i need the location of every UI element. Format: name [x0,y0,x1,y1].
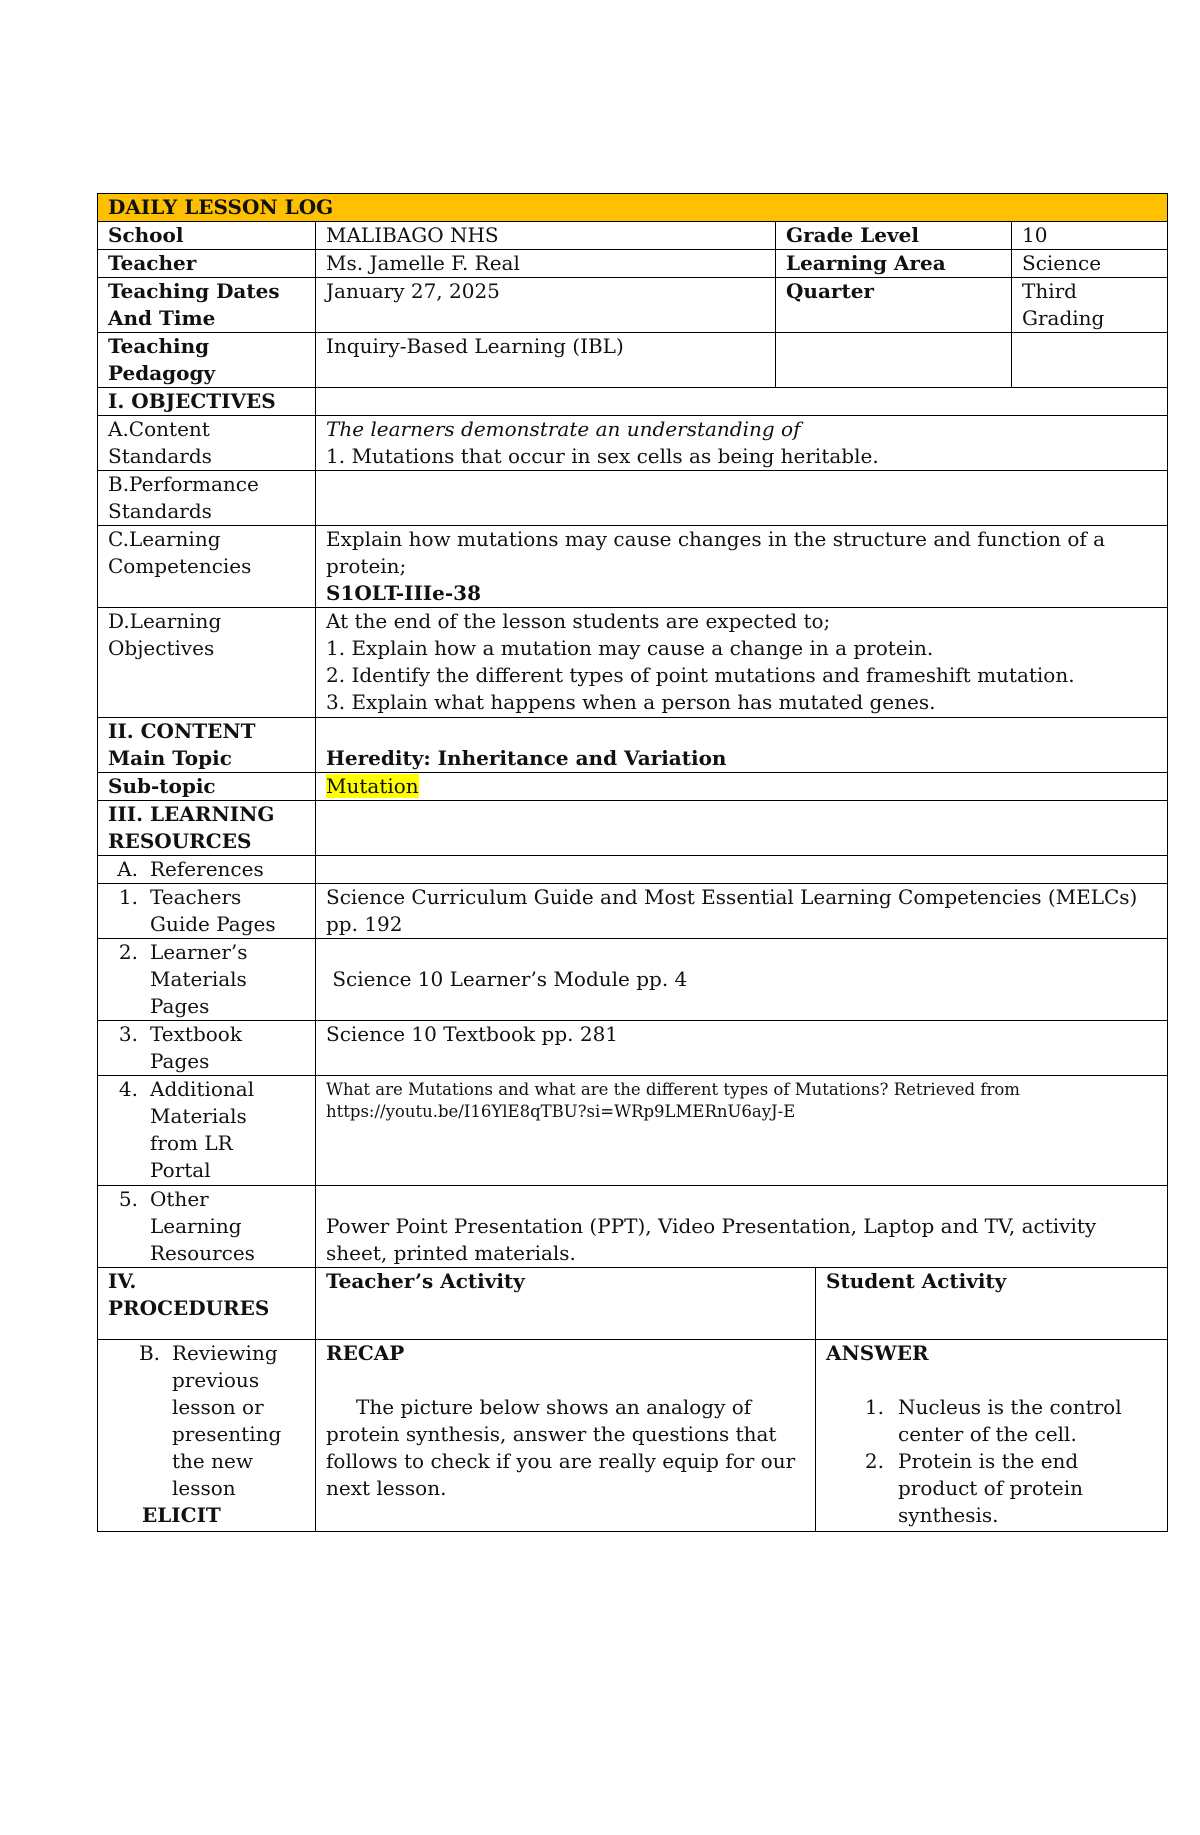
learning-area-value: Science [1012,250,1168,278]
main-topic-label: Main Topic [108,746,232,770]
grade-level-value: 10 [1012,222,1168,250]
resource-label-line: Additional [150,1077,255,1101]
learning-competencies-value [316,526,1168,608]
learning-competencies-code: S1OLT-IIIe-38 [326,581,482,605]
learning-competencies-label-line-1: C.Learning [108,527,221,551]
resource-label-textbook [98,1021,316,1076]
resource-label-line: Pages [150,1049,210,1073]
content-standards-item: 1. Mutations that occur in sex cells as being heritable. [326,444,879,468]
resource-label-other [98,1186,316,1268]
resource-label-learners-materials [98,939,316,1021]
student-activity-cell [816,1339,1168,1531]
procedure-step-number: B. [138,1340,160,1365]
objectives-heading: I. OBJECTIVES [98,388,316,416]
student-answer-number: 1. [864,1394,884,1419]
resource-number: 5. [118,1187,138,1211]
procedure-step-line: lesson or [172,1394,264,1419]
daily-lesson-log [97,193,1167,1532]
learning-objectives-label-line-2: Objectives [108,636,215,660]
resource-value-learners-materials: Science 10 Learner’s Module pp. 4 [316,939,1168,1021]
resource-value-other: Power Point Presentation (PPT), Video Presentation, Laptop and TV, activity sheet, printed materials. [316,1186,1168,1268]
empty-cell [316,856,1168,884]
empty-cell [776,333,1012,388]
teaching-dates-label-line-2: And Time [108,306,216,330]
student-activity-header: Student Activity [816,1267,1168,1339]
main-topic-cell [316,718,1168,773]
procedure-step [98,1339,316,1531]
sub-topic-cell [316,773,1168,801]
references-text: References [150,857,264,881]
lesson-log-table [97,193,1168,1268]
resource-label-line: Resources [150,1241,255,1265]
procedure-step-line: previous [172,1367,260,1392]
procedure-step-line: Reviewing [172,1340,278,1365]
learning-competencies-label [98,526,316,608]
learning-competencies-label-line-2: Competencies [108,554,252,578]
resource-label-line: Guide Pages [150,912,276,936]
teacher-activity-title: RECAP [326,1340,405,1365]
resource-value-additional-materials [316,1076,1168,1186]
learning-objective-item: 3. Explain what happens when a person has mutated genes. [326,690,936,714]
resource-number: 4. [118,1077,138,1101]
resource-label-line: Learner’s [150,940,248,964]
learning-resources-heading-line-1: III. LEARNING [108,802,275,826]
teacher-value: Ms. Jamelle F. Real [316,250,776,278]
student-answer [826,1448,1157,1529]
procedures-table [97,1267,1168,1532]
procedure-step-line: lesson [172,1475,236,1500]
resource-video-url[interactable]: https://youtu.be/I16YlE8qTBU?si=WRp9LMERnU6ayJ-E [326,1102,796,1121]
procedure-step-tag: ELICIT [142,1502,221,1527]
learning-objectives-value [316,608,1168,718]
quarter-value-line-1: Third [1022,279,1077,303]
performance-standards-label-line-2: Standards [108,499,212,523]
student-activity-title: ANSWER [826,1340,929,1365]
learning-objectives-intro: At the end of the lesson students are expected to; [326,609,831,633]
teaching-dates-label [98,278,316,333]
school-value: MALIBAGO NHS [316,222,776,250]
resource-video-title: What are Mutations and what are the different types of Mutations? Retrieved from [326,1080,1020,1099]
student-answer-text: Protein is the end product of protein synthesis. [898,1448,1084,1527]
resource-label-additional-materials [98,1076,316,1186]
school-label: School [98,222,316,250]
sub-topic-label: Sub-topic [98,773,316,801]
procedure-step-line: presenting [172,1421,282,1446]
resource-number: 2. [118,940,138,964]
document-title: DAILY LESSON LOG [98,194,1168,222]
resource-value-teachers-guide: Science Curriculum Guide and Most Essential Learning Competencies (MELCs) pp. 192 [316,884,1168,939]
empty-cell [316,388,1168,416]
teacher-activity-text: The picture below shows an analogy of protein synthesis, answer the questions that follows to check if you are really equip for our next lesson. [326,1394,796,1500]
teaching-pedagogy-label: Teaching Pedagogy [98,333,316,388]
resource-label-line: Materials [150,967,247,991]
teacher-label: Teacher [98,250,316,278]
resource-label-line: Pages [150,994,210,1018]
student-answer-number: 2. [864,1448,884,1473]
grade-level-label: Grade Level [776,222,1012,250]
empty-cell [1012,333,1168,388]
resource-label-line: Portal [150,1158,211,1182]
student-answer-text: Nucleus is the control center of the cell. [898,1394,1122,1446]
learning-resources-heading-line-2: RESOURCES [108,829,252,853]
teacher-activity-cell [316,1339,816,1531]
teaching-dates-label-line-1: Teaching Dates [108,279,280,303]
resource-label-line: Materials [150,1104,247,1128]
procedures-heading [98,1267,316,1339]
procedure-step-line: the new [172,1448,253,1473]
learning-area-label: Learning Area [776,250,1012,278]
teaching-pedagogy-value: Inquiry-Based Learning (IBL) [316,333,776,388]
references-number: A. [117,857,138,881]
resource-number: 1. [118,885,138,909]
procedures-heading-line-2: PROCEDURES [108,1295,270,1320]
content-standards-value [316,416,1168,471]
resource-label-line: Other [150,1187,209,1211]
main-topic-value: Heredity: Inheritance and Variation [326,746,727,770]
performance-standards-label-line-1: B.Performance [108,472,259,496]
resource-label-line: from LR [150,1131,233,1155]
learning-objective-item: 1. Explain how a mutation may cause a change in a protein. [326,636,934,660]
resource-number: 3. [118,1022,138,1046]
resource-label-line: Teachers [150,885,242,909]
empty-cell [316,801,1168,856]
teaching-dates-value: January 27, 2025 [316,278,776,333]
procedures-heading-line-1: IV. [108,1268,137,1293]
learning-objective-item: 2. Identify the different types of point mutations and frameshift mutation. [326,663,1075,687]
performance-standards-value [316,471,1168,526]
resource-label-line: Learning [150,1214,242,1238]
learning-competencies-text: Explain how mutations may cause changes in the structure and function of a protein; [326,527,1106,578]
quarter-value [1012,278,1168,333]
teacher-activity-header: Teacher’s Activity [316,1267,816,1339]
performance-standards-label [98,471,316,526]
content-heading: II. CONTENT [108,719,256,743]
resource-value-textbook: Science 10 Textbook pp. 281 [316,1021,1168,1076]
content-section [98,718,316,773]
quarter-label: Quarter [776,278,1012,333]
learning-resources-heading [98,801,316,856]
references-label [98,856,316,884]
student-answer [826,1394,1157,1448]
sub-topic-value: Mutation [326,774,419,798]
content-standards-intro: The learners demonstrate an understanding of [326,417,801,441]
learning-objectives-label-line-1: D.Learning [108,609,222,633]
quarter-value-line-2: Grading [1022,306,1105,330]
learning-objectives-label [98,608,316,718]
resource-label-line: Textbook [150,1022,242,1046]
content-standards-label: A.Content Standards [98,416,316,471]
resource-label-teachers-guide [98,884,316,939]
